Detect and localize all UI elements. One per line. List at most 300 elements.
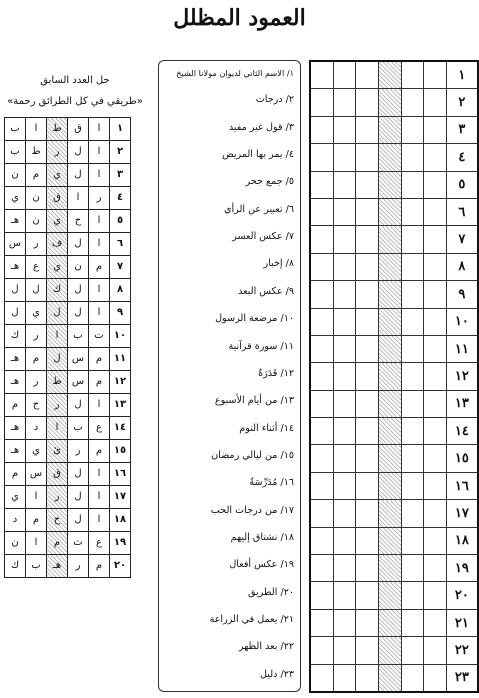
clue-item: ٢/ درجات xyxy=(255,94,294,106)
answer-cell[interactable] xyxy=(378,253,401,280)
previous-solution-cell: ق xyxy=(47,187,68,210)
answer-cell[interactable] xyxy=(356,582,379,609)
answer-cell[interactable] xyxy=(424,418,447,445)
answer-cell[interactable] xyxy=(310,637,333,664)
clue-item: ١٣/ من أيام الأسبوع xyxy=(214,395,294,407)
answer-cell[interactable] xyxy=(424,89,447,116)
previous-solution-cell: ا xyxy=(89,279,110,302)
answer-cell[interactable] xyxy=(378,445,401,472)
answer-cell[interactable] xyxy=(310,198,333,225)
answer-cell[interactable] xyxy=(424,144,447,171)
previous-solution-cell: ا xyxy=(89,233,110,256)
answer-cell[interactable] xyxy=(424,637,447,664)
previous-solution-cell: ا xyxy=(68,187,89,210)
clue-item: ١٠/ مرضعة الرسول xyxy=(215,313,294,325)
previous-solution-cell: ق xyxy=(68,118,89,141)
previous-solution-cell: ا xyxy=(89,463,110,486)
answer-cell[interactable] xyxy=(333,363,356,390)
answer-cell[interactable] xyxy=(401,664,424,692)
previous-solution-cell: ل xyxy=(68,164,89,187)
previous-solution-row-number: ٢٠ xyxy=(110,555,131,578)
previous-solution-cell: هـ xyxy=(5,440,26,463)
previous-solution-row xyxy=(5,348,131,371)
answer-cell[interactable] xyxy=(401,226,424,253)
answer-row-number: ٢١ xyxy=(446,609,478,636)
answer-row xyxy=(310,144,478,171)
answer-cell[interactable] xyxy=(378,527,401,554)
answer-cell[interactable] xyxy=(424,609,447,636)
answer-cell[interactable] xyxy=(333,664,356,692)
answer-row xyxy=(310,445,478,472)
answer-row xyxy=(310,609,478,636)
previous-solution-cell: ا xyxy=(89,394,110,417)
previous-solution-cell: ك xyxy=(5,325,26,348)
answer-cell[interactable] xyxy=(310,582,333,609)
answer-cell[interactable] xyxy=(356,335,379,362)
answer-cell[interactable] xyxy=(424,390,447,417)
puzzle-title: العمود المظلل xyxy=(173,5,306,31)
answer-row-number: ١٠ xyxy=(446,308,478,335)
answer-row-number: ٣ xyxy=(446,116,478,143)
previous-solution-cell: هـ xyxy=(5,210,26,233)
answer-cell[interactable] xyxy=(378,418,401,445)
answer-row xyxy=(310,390,478,417)
answer-cell[interactable] xyxy=(378,609,401,636)
previous-solution-row xyxy=(5,463,131,486)
clue-item: ٢١/ يعمل في الزراعة xyxy=(209,614,294,625)
previous-solution-cell: ل xyxy=(26,279,47,302)
answer-cell[interactable] xyxy=(310,144,333,171)
answer-cell[interactable] xyxy=(378,281,401,308)
previous-solution-cell: ل xyxy=(47,302,68,325)
previous-solution-cell: ر xyxy=(26,371,47,394)
answer-cell[interactable] xyxy=(401,609,424,636)
previous-solution-cell: م xyxy=(89,371,110,394)
answer-cell[interactable] xyxy=(310,281,333,308)
answer-cell[interactable] xyxy=(378,116,401,143)
answer-cell[interactable] xyxy=(333,89,356,116)
previous-solution-cell: م xyxy=(89,348,110,371)
previous-solution-cell: ل xyxy=(5,302,26,325)
answer-cell[interactable] xyxy=(424,555,447,582)
previous-solution-cell: ن xyxy=(5,532,26,555)
previous-solution-cell: ا xyxy=(47,325,68,348)
answer-cell[interactable] xyxy=(310,171,333,198)
answer-cell[interactable] xyxy=(310,664,333,692)
previous-solution-row-number: ١٩ xyxy=(110,532,131,555)
answer-cell[interactable] xyxy=(401,555,424,582)
previous-solution-row xyxy=(5,118,131,141)
previous-solution-row-number: ١٣ xyxy=(110,394,131,417)
previous-solution-cell: س xyxy=(26,463,47,486)
previous-solution-cell: ع xyxy=(89,417,110,440)
previous-solution-cell: م xyxy=(47,532,68,555)
answer-cell[interactable] xyxy=(401,472,424,499)
answer-cell[interactable] xyxy=(401,363,424,390)
answer-cell[interactable] xyxy=(356,308,379,335)
answer-cell[interactable] xyxy=(333,308,356,335)
answer-row-number: ٧ xyxy=(446,226,478,253)
answer-cell[interactable] xyxy=(356,555,379,582)
previous-solution-row-number: ٢ xyxy=(110,141,131,164)
previous-solution-row xyxy=(5,417,131,440)
answer-grid xyxy=(309,60,479,693)
answer-cell[interactable] xyxy=(401,308,424,335)
previous-solution-cell: س xyxy=(68,348,89,371)
answer-cell[interactable] xyxy=(401,198,424,225)
answer-row-number: ١٧ xyxy=(446,500,478,527)
answer-cell[interactable] xyxy=(333,198,356,225)
previous-solution-phrase: «طريقي في كل الطرائق رحمة» xyxy=(7,96,143,107)
answer-cell[interactable] xyxy=(333,253,356,280)
previous-solution-cell: ل xyxy=(68,463,89,486)
answer-cell[interactable] xyxy=(401,335,424,362)
answer-cell[interactable] xyxy=(401,500,424,527)
answer-cell[interactable] xyxy=(310,472,333,499)
clue-item: ٩/ عكس البعد xyxy=(238,285,294,297)
previous-solution-row-number: ١٦ xyxy=(110,463,131,486)
answer-cell[interactable] xyxy=(401,582,424,609)
answer-cell[interactable] xyxy=(356,390,379,417)
previous-solution-cell: ر xyxy=(47,394,68,417)
previous-solution-cell: ا xyxy=(89,118,110,141)
previous-solution-row-number: ١٨ xyxy=(110,509,131,532)
previous-solution-cell: ل xyxy=(68,141,89,164)
previous-solution-cell: ر xyxy=(47,141,68,164)
answer-cell[interactable] xyxy=(401,89,424,116)
answer-row xyxy=(310,555,478,582)
previous-solution-cell: ب xyxy=(68,417,89,440)
previous-solution-cell: ط xyxy=(47,118,68,141)
answer-cell[interactable] xyxy=(310,418,333,445)
previous-solution-row xyxy=(5,210,131,233)
previous-solution-cell: ا xyxy=(89,141,110,164)
answer-cell[interactable] xyxy=(333,226,356,253)
previous-solution-cell: ا xyxy=(89,164,110,187)
previous-solution-cell: ا xyxy=(89,302,110,325)
previous-solution-cell: ا xyxy=(26,532,47,555)
answer-cell[interactable] xyxy=(401,253,424,280)
answer-cell[interactable] xyxy=(310,527,333,554)
answer-row-number: ٢٣ xyxy=(446,664,478,692)
answer-cell[interactable] xyxy=(378,144,401,171)
previous-solution-row-number: ١٥ xyxy=(110,440,131,463)
answer-cell[interactable] xyxy=(424,116,447,143)
previous-solution-cell: م xyxy=(26,348,47,371)
answer-cell[interactable] xyxy=(424,171,447,198)
previous-solution-cell: م xyxy=(5,394,26,417)
previous-solution-cell: م xyxy=(26,509,47,532)
answer-row-number: ٢ xyxy=(446,89,478,116)
answer-cell[interactable] xyxy=(333,637,356,664)
answer-cell[interactable] xyxy=(356,500,379,527)
answer-cell[interactable] xyxy=(401,281,424,308)
previous-solution-cell: ي xyxy=(26,440,47,463)
answer-cell[interactable] xyxy=(424,363,447,390)
answer-cell[interactable] xyxy=(424,500,447,527)
answer-cell[interactable] xyxy=(378,363,401,390)
previous-solution-cell: ط xyxy=(47,371,68,394)
previous-solution-cell: ي xyxy=(5,187,26,210)
answer-row xyxy=(310,226,478,253)
answer-cell[interactable] xyxy=(378,308,401,335)
answer-cell[interactable] xyxy=(356,609,379,636)
answer-cell[interactable] xyxy=(378,390,401,417)
answer-cell[interactable] xyxy=(333,582,356,609)
previous-solution-row-number: ١٧ xyxy=(110,486,131,509)
answer-row xyxy=(310,61,478,89)
previous-solution-cell: ر xyxy=(68,555,89,578)
previous-solution-grid xyxy=(4,117,131,578)
answer-cell[interactable] xyxy=(356,527,379,554)
previous-solution-cell: ا xyxy=(89,509,110,532)
answer-cell[interactable] xyxy=(356,171,379,198)
answer-cell[interactable] xyxy=(378,61,401,89)
answer-row-number: ٢٢ xyxy=(446,637,478,664)
clue-item: ٥/ جمع جحر xyxy=(245,176,294,188)
clue-item: ١٦/ مُدَرِّسَةٌ xyxy=(249,477,294,489)
previous-solution-row xyxy=(5,371,131,394)
answer-cell[interactable] xyxy=(378,555,401,582)
answer-cell[interactable] xyxy=(356,637,379,664)
previous-solution-cell: ل xyxy=(68,233,89,256)
answer-cell[interactable] xyxy=(424,308,447,335)
answer-row-number: ١٢ xyxy=(446,363,478,390)
answer-row xyxy=(310,527,478,554)
previous-solution-cell: هـ xyxy=(5,371,26,394)
answer-row xyxy=(310,116,478,143)
previous-solution-cell: ب xyxy=(26,555,47,578)
previous-solution-cell: م xyxy=(89,440,110,463)
answer-cell[interactable] xyxy=(356,281,379,308)
answer-cell[interactable] xyxy=(401,171,424,198)
answer-cell[interactable] xyxy=(356,664,379,692)
previous-solution-cell: م xyxy=(5,463,26,486)
answer-cell[interactable] xyxy=(356,445,379,472)
previous-solution-cell: ا xyxy=(47,417,68,440)
answer-cell[interactable] xyxy=(356,253,379,280)
answer-cell[interactable] xyxy=(310,390,333,417)
previous-solution-cell: ك xyxy=(5,555,26,578)
answer-cell[interactable] xyxy=(378,226,401,253)
answer-row-number: ١٦ xyxy=(446,472,478,499)
answer-cell[interactable] xyxy=(310,89,333,116)
answer-cell[interactable] xyxy=(333,445,356,472)
answer-cell[interactable] xyxy=(333,418,356,445)
answer-cell[interactable] xyxy=(310,609,333,636)
previous-solution-cell: ل xyxy=(68,279,89,302)
answer-row-number: ٦ xyxy=(446,198,478,225)
answer-cell[interactable] xyxy=(310,445,333,472)
previous-solution-row-number: ١ xyxy=(110,118,131,141)
answer-cell[interactable] xyxy=(356,363,379,390)
answer-cell[interactable] xyxy=(310,226,333,253)
previous-solution-cell: ب xyxy=(68,325,89,348)
answer-row xyxy=(310,198,478,225)
answer-cell[interactable] xyxy=(378,664,401,692)
answer-cell[interactable] xyxy=(333,390,356,417)
answer-cell[interactable] xyxy=(424,61,447,89)
clues-panel xyxy=(158,60,301,692)
previous-solution-cell: ل xyxy=(5,279,26,302)
answer-cell[interactable] xyxy=(401,116,424,143)
answer-cell[interactable] xyxy=(378,500,401,527)
answer-cell[interactable] xyxy=(310,500,333,527)
answer-cell[interactable] xyxy=(401,637,424,664)
answer-cell[interactable] xyxy=(333,472,356,499)
answer-cell[interactable] xyxy=(333,527,356,554)
answer-row xyxy=(310,89,478,116)
answer-row xyxy=(310,664,478,692)
previous-solution-row-number: ١٢ xyxy=(110,371,131,394)
previous-solution-cell: ل xyxy=(68,302,89,325)
previous-solution-cell: ن xyxy=(5,164,26,187)
answer-cell[interactable] xyxy=(401,445,424,472)
answer-cell[interactable] xyxy=(378,582,401,609)
answer-cell[interactable] xyxy=(378,335,401,362)
clue-item: ١١/ سورة قرآنية xyxy=(228,340,294,352)
answer-row xyxy=(310,500,478,527)
answer-row xyxy=(310,335,478,362)
previous-solution-row xyxy=(5,394,131,417)
answer-cell[interactable] xyxy=(378,89,401,116)
answer-row-number: ١٨ xyxy=(446,527,478,554)
answer-cell[interactable] xyxy=(424,527,447,554)
previous-solution-cell: ر xyxy=(68,440,89,463)
previous-solution-cell: م xyxy=(89,555,110,578)
answer-cell[interactable] xyxy=(310,61,333,89)
clue-item: ١/ الاسم الثاني لديوان مولانا الشيخ xyxy=(176,68,294,78)
answer-cell[interactable] xyxy=(378,198,401,225)
answer-cell[interactable] xyxy=(424,335,447,362)
answer-cell[interactable] xyxy=(310,308,333,335)
previous-solution-row xyxy=(5,486,131,509)
previous-solution-cell: ح xyxy=(68,210,89,233)
answer-cell[interactable] xyxy=(401,418,424,445)
answer-cell[interactable] xyxy=(356,226,379,253)
answer-cell[interactable] xyxy=(401,61,424,89)
answer-cell[interactable] xyxy=(333,144,356,171)
answer-cell[interactable] xyxy=(333,555,356,582)
answer-cell[interactable] xyxy=(356,61,379,89)
answer-cell[interactable] xyxy=(424,253,447,280)
answer-cell[interactable] xyxy=(424,226,447,253)
previous-solution-cell: ع xyxy=(89,532,110,555)
answer-row-number: ١١ xyxy=(446,335,478,362)
answer-cell[interactable] xyxy=(310,555,333,582)
previous-solution-cell: ب xyxy=(5,118,26,141)
answer-row-number: ١ xyxy=(446,61,478,89)
answer-cell[interactable] xyxy=(310,363,333,390)
previous-solution-cell: س xyxy=(5,233,26,256)
previous-solution-cell: ر xyxy=(47,486,68,509)
previous-solution-row xyxy=(5,233,131,256)
previous-solution-cell: ل xyxy=(68,486,89,509)
answer-cell[interactable] xyxy=(378,637,401,664)
previous-solution-cell: د xyxy=(5,509,26,532)
clue-item: ١٥/ من ليالي رمضان xyxy=(211,449,294,461)
answer-cell[interactable] xyxy=(424,582,447,609)
previous-solution-cell: ن xyxy=(68,256,89,279)
answer-cell[interactable] xyxy=(424,281,447,308)
answer-cell[interactable] xyxy=(401,144,424,171)
answer-cell[interactable] xyxy=(356,144,379,171)
previous-solution-cell: ح xyxy=(47,509,68,532)
answer-cell[interactable] xyxy=(333,500,356,527)
clue-item: ٢٠/ الطريق xyxy=(247,586,294,598)
answer-row xyxy=(310,308,478,335)
answer-cell[interactable] xyxy=(424,445,447,472)
answer-cell[interactable] xyxy=(378,472,401,499)
answer-cell[interactable] xyxy=(333,171,356,198)
answer-cell[interactable] xyxy=(401,527,424,554)
answer-cell[interactable] xyxy=(424,664,447,692)
answer-cell[interactable] xyxy=(310,253,333,280)
answer-row xyxy=(310,253,478,280)
answer-row xyxy=(310,171,478,198)
answer-cell[interactable] xyxy=(356,472,379,499)
previous-solution-cell: ط xyxy=(26,141,47,164)
answer-cell[interactable] xyxy=(310,116,333,143)
answer-cell[interactable] xyxy=(424,472,447,499)
clue-item: ٧/ عكس العسر xyxy=(232,231,294,243)
clue-item: ١٢/ قَدَرَةٌ xyxy=(258,367,294,379)
previous-solution-cell: ا xyxy=(89,486,110,509)
previous-solution-cell: ك xyxy=(47,279,68,302)
answer-cell[interactable] xyxy=(356,198,379,225)
previous-solution-row-number: ١١ xyxy=(110,348,131,371)
previous-solution-cell: ع xyxy=(26,256,47,279)
answer-cell[interactable] xyxy=(356,116,379,143)
previous-solution-cell: ل xyxy=(68,509,89,532)
answer-cell[interactable] xyxy=(424,198,447,225)
answer-row xyxy=(310,582,478,609)
answer-cell[interactable] xyxy=(333,609,356,636)
answer-cell[interactable] xyxy=(310,335,333,362)
answer-cell[interactable] xyxy=(401,390,424,417)
answer-cell[interactable] xyxy=(333,335,356,362)
previous-solution-row xyxy=(5,555,131,578)
clue-item: ٣/ قول غير مفيد xyxy=(228,121,294,133)
previous-solution-cell: د xyxy=(26,417,47,440)
previous-solution-row xyxy=(5,532,131,555)
previous-solution-cell: هـ xyxy=(5,417,26,440)
previous-solution-cell: هـ xyxy=(5,348,26,371)
answer-row xyxy=(310,363,478,390)
previous-solution-cell: ح xyxy=(26,394,47,417)
answer-cell[interactable] xyxy=(356,418,379,445)
previous-solution-row-number: ٩ xyxy=(110,302,131,325)
answer-cell[interactable] xyxy=(378,171,401,198)
answer-row xyxy=(310,637,478,664)
previous-solution-row-number: ٣ xyxy=(110,164,131,187)
clue-item: ٤/ يمر بها المريض xyxy=(222,149,294,161)
previous-solution-row xyxy=(5,164,131,187)
clue-item: ٢٢/ بعد الظهر xyxy=(238,641,294,653)
previous-solution-cell: ن xyxy=(26,210,47,233)
answer-cell[interactable] xyxy=(356,89,379,116)
previous-solution-cell: ا xyxy=(26,118,47,141)
answer-cell[interactable] xyxy=(333,116,356,143)
previous-solution-cell: ي xyxy=(26,302,47,325)
answer-cell[interactable] xyxy=(333,281,356,308)
clue-item: ١٤/ أثناء النوم xyxy=(239,422,294,434)
previous-solution-cell: ي xyxy=(5,486,26,509)
previous-solution-row xyxy=(5,302,131,325)
previous-solution-cell: ل xyxy=(47,348,68,371)
previous-solution-row xyxy=(5,509,131,532)
answer-cell[interactable] xyxy=(333,61,356,89)
